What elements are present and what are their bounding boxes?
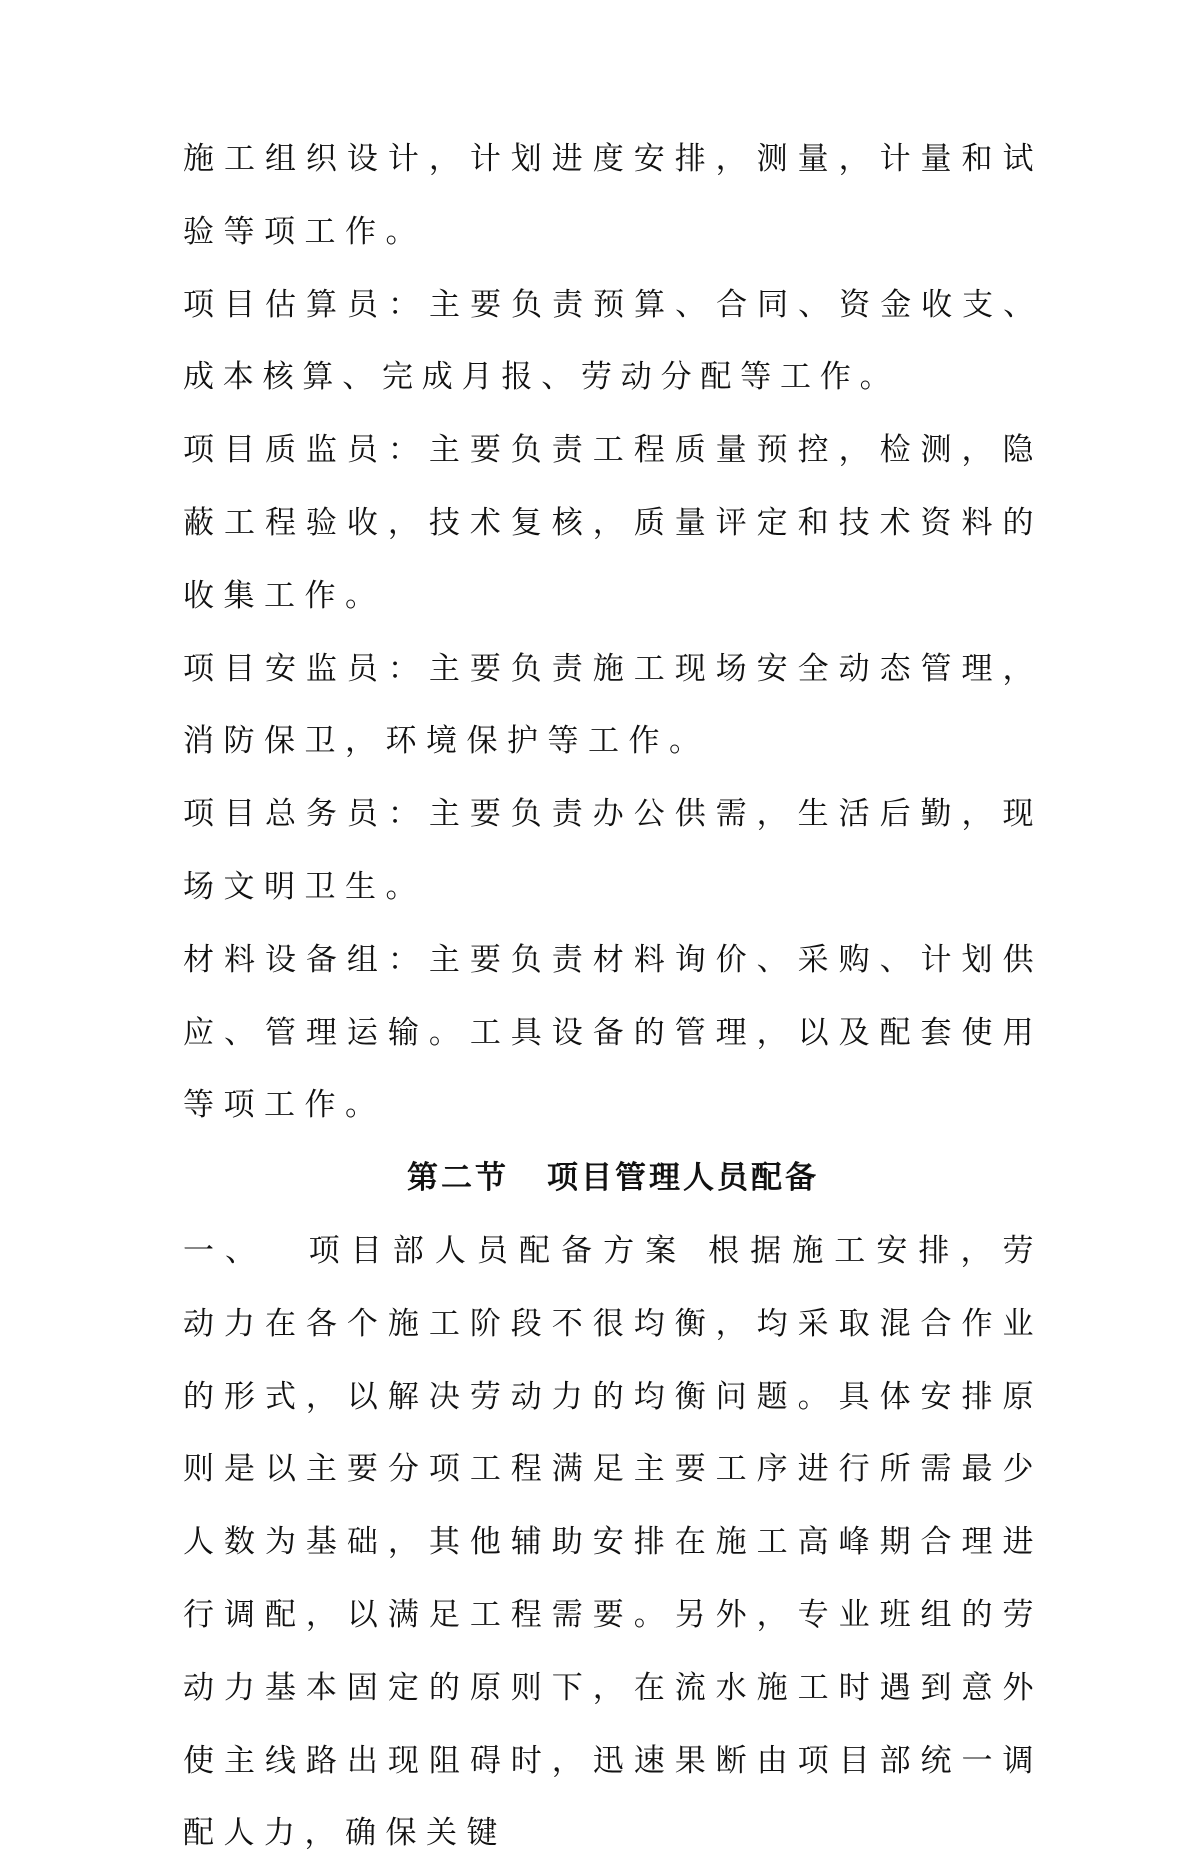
subsection-title: 项目部人员配备方案 xyxy=(307,1232,688,1269)
paragraph-construction-design: 施工组织设计，计划进度安排，测量，计量和试验等项工作。 xyxy=(183,141,1043,250)
section-number: 第二节 xyxy=(407,1160,509,1197)
paragraph-estimator: 项目估算员：主要负责预算、合同、资金收支、成本核算、完成月报、劳动分配等工作。 xyxy=(183,286,1043,396)
paragraph-staffing-plan xyxy=(183,1215,1043,1870)
subsection-body: 根据施工安排，劳动力在各个施工阶段不很均衡，均采取混合作业的形式，以解决劳动力的均衡问题。具体安排原则是以主要分项工程满足主要工序进行所需最少人数为基础，其他辅助安排在施工高峰期合理进行调配，以满足工程需要。另外，专业班组的劳动力基本固定的原则下，在流水施工时遇到意外使主线路出现阻碍时，迅速果断由项目部统一调配人力，确保关键 xyxy=(183,1232,1044,1852)
paragraph-quality-inspector: 项目质监员：主要负责工程质量预控，检测，隐蔽工程验收，技术复核，质量评定和技术资料的收集工作。 xyxy=(183,432,1043,614)
section-title: 项目管理人员配备 xyxy=(547,1160,819,1197)
paragraph-materials-equipment: 材料设备组：主要负责材料询价、采购、计划供应、管理运输。工具设备的管理，以及配套使用等项工作。 xyxy=(183,941,1043,1124)
section-heading xyxy=(183,1142,1043,1215)
document-body xyxy=(183,123,1043,1870)
subsection-marker: 一、 xyxy=(183,1232,268,1269)
paragraph-safety-inspector: 项目安监员：主要负责施工现场安全动态管理，消防保卫，环境保护等工作。 xyxy=(183,650,1043,760)
paragraph-general-affairs: 项目总务员：主要负责办公供需，生活后勤，现场文明卫生。 xyxy=(183,796,1043,905)
